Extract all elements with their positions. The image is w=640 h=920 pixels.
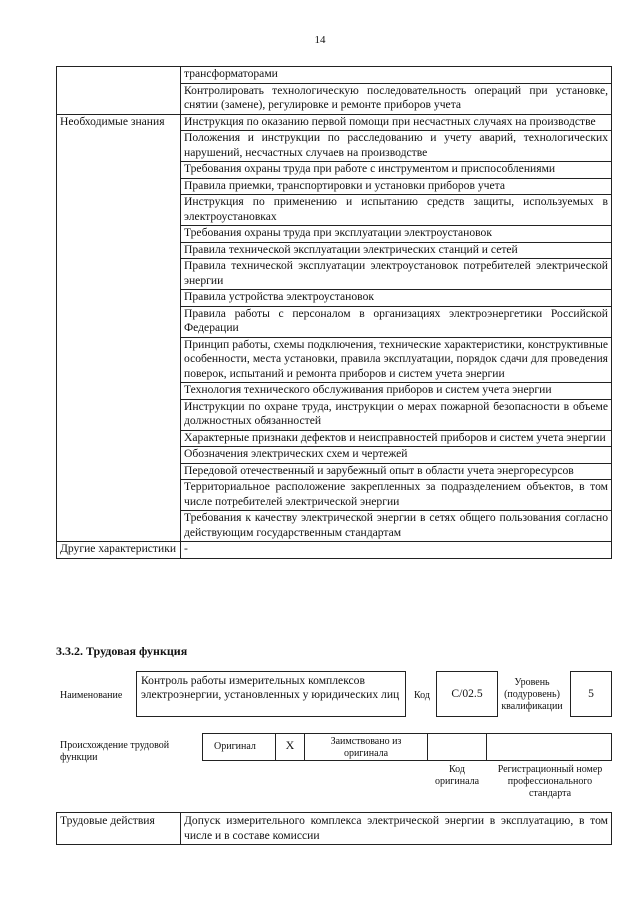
name-label: Наименование: [60, 690, 123, 701]
row-item: -: [181, 542, 612, 559]
row-item: Инструкция по применению и испытанию средств защиты, используемых в электроустановках: [181, 195, 612, 226]
row-item: Инструкция по оказанию первой помощи при несчастных случаях на производстве: [181, 114, 612, 131]
level-label: Уровень (подуровень) квалификации: [501, 677, 563, 712]
row-item: Правила устройства электроустановок: [181, 290, 612, 307]
row-item: трансформаторами: [181, 67, 612, 84]
row-item: Правила приемки, транспортировки и установки приборов учета: [181, 178, 612, 195]
row-item: Принцип работы, схемы подключения, технические характеристики, конструктивные особенности, места установки, правила эксплуатации, порядок сдачи для проведения поверок, испытаний и ремонта приборов и систем учета энергии: [181, 337, 612, 383]
page-number: 14: [314, 34, 326, 46]
row-item: Обозначения электрических схем и чертежей: [181, 447, 612, 464]
code-label: Код: [414, 690, 430, 701]
table-row: [57, 542, 612, 559]
section-heading: 3.3.2. Трудовая функция: [56, 644, 188, 658]
row-item: Технология технического обслуживания приборов и систем учета энергии: [181, 383, 612, 400]
actions-value: Допуск измерительного комплекса электрической энергии в эксплуатацию, в том числе и в составе комиссии: [181, 813, 612, 845]
actions-label: Трудовые действия: [57, 813, 181, 845]
reg-number-label: Регистрационный номер профессионального стандарта: [497, 764, 603, 799]
row-item: Характерные признаки дефектов и неисправностей приборов и систем учета энергии: [181, 430, 612, 447]
row-item: Правила технической эксплуатации электрических станций и сетей: [181, 242, 612, 259]
row-item: Инструкции по охране труда, инструкции о мерах пожарной безопасности в объеме должностных обязанностей: [181, 399, 612, 430]
actions-table: [56, 812, 612, 845]
row-item: Требования охраны труда при работе с инструментом и приспособлениями: [181, 162, 612, 179]
name-value-box: [136, 671, 406, 717]
actions-row: [57, 813, 612, 845]
name-value: Контроль работы измерительных комплексов электроэнергии, установленных у юридических лиц: [141, 674, 400, 701]
requirements-table: [56, 66, 612, 559]
original-mark: X: [285, 738, 295, 752]
row-label: Другие характеристики: [57, 542, 181, 559]
original-label: Оригинал: [214, 741, 256, 752]
borrowed-label: Заимствовано из оригинала: [330, 736, 402, 759]
code-value: C/02.5: [451, 687, 483, 700]
row-item: Территориальное расположение закрепленных за подразделением объектов, в том числе потребителей электрической энергии: [181, 480, 612, 511]
code-original-label: Код оригинала: [434, 764, 480, 787]
origin-cell-4: [427, 733, 487, 761]
row-item: Требования к качеству электрической энергии в сетях общего пользования согласно действующим государственным стандартам: [181, 511, 612, 542]
row-item: Правила технической эксплуатации электроустановок потребителей электрической энергии: [181, 259, 612, 290]
row-label: [57, 67, 181, 115]
row-item: Контролировать технологическую последовательность операций при установке, снятии (замене), регулировке и ремонте приборов учета: [181, 83, 612, 114]
level-value-box: [570, 671, 612, 717]
level-value: 5: [588, 687, 594, 700]
row-label: Необходимые знания: [57, 114, 181, 542]
origin-label: Происхождение трудовой функции: [60, 740, 170, 763]
code-value-box: [436, 671, 498, 717]
row-item: Правила работы с персоналом в организациях электроэнергетики Российской Федерации: [181, 306, 612, 337]
table-row: [57, 67, 612, 84]
row-item: Положения и инструкции по расследованию и учету аварий, технологических нарушений, несчастных случаев на производстве: [181, 131, 612, 162]
row-item: Передовой отечественный и зарубежный опыт в области учета энергоресурсов: [181, 463, 612, 480]
table-row: [57, 114, 612, 131]
row-item: Требования охраны труда при эксплуатации электроустановок: [181, 226, 612, 243]
